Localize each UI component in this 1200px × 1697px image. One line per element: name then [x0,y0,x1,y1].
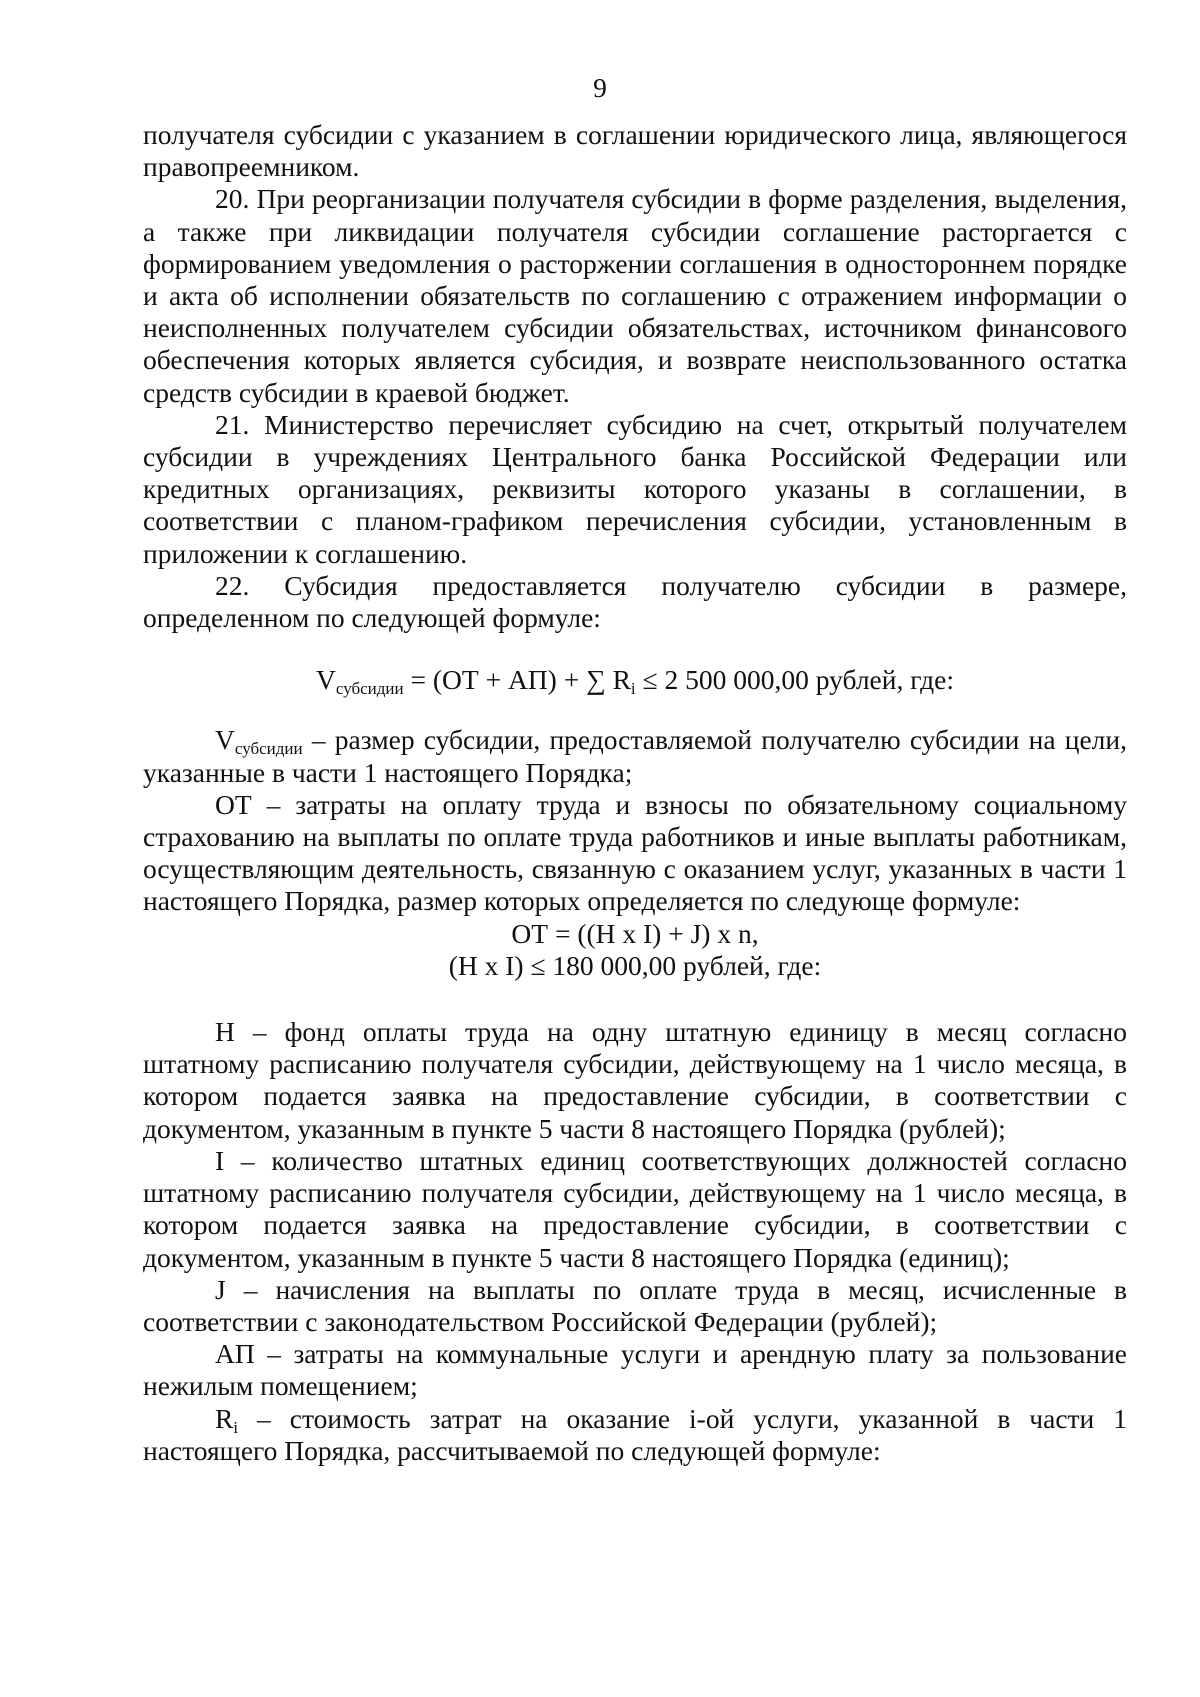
variable-j: J – начисления на выплаты по оплате труда в месяц, исчисленные в соответствии с законодательством Российской Федерации (рублей); [143,1273,1127,1337]
definition-v-subscript: субсидии [234,739,303,759]
formula-tail: ≤ 2 500 000,00 рублей, где: [635,664,954,696]
variable-r-text: – стоимость затрат на оказание i-ой услуги, указанной в части 1 настоящего Порядка, рассчитываемой по следующей формуле: [143,1402,1127,1466]
paragraph-20: 20. При реорганизации получателя субсидии в форме разделения, выделения, а также при ликвидации получателя субсидии соглашение расторгается с формированием уведомления о расторжении соглашения в одностороннем порядке и акта об исполнении обязательств по соглашению с отражением информации о неисполненных получателем субсидии обязательствах, источником финансового обеспечения которых является субсидия, и возврате неиспользованного остатка средств субсидии в краевой бюджет. [143,183,1127,408]
formula-i-subscript: i [630,679,636,699]
spacer [143,982,1127,1016]
variable-r-symbol: R [215,1402,234,1434]
definition-v [143,724,1127,788]
paragraph-continuation: получателя субсидии с указанием в соглашении юридического лица, являющегося правопреемником. [143,119,1127,183]
definition-v-text: – размер субсидии, предоставляемой получателю субсидии на цели, указанные в части 1 настоящего Порядка; [143,724,1127,788]
formula-subsidy [143,664,1127,699]
formula-v-subscript: субсидии [335,679,404,699]
page-number: 9 [593,72,607,103]
variable-i: I – количество штатных единиц соответствующих должностей согласно штатному расписанию получателя субсидии, действующему на 1 число месяца, в котором подается заявка на предоставление субсидии, в соответствии с документом, указанным в пункте 5 части 8 настоящего Порядка (единиц); [143,1144,1127,1273]
document-body [143,119,1127,1467]
variable-r [143,1403,1127,1467]
variable-h: H – фонд оплаты труда на одну штатную единицу в месяц согласно штатному расписанию получателя субсидии, действующему на 1 число месяца, в котором подается заявка на предоставление субсидии, в соответствии с документом, указанным в пункте 5 части 8 настоящего Порядка (рублей); [143,1016,1127,1144]
formula-ot-line-1: ОТ = ((H x I) + J) x n, [511,917,759,949]
definition-ot: ОТ – затраты на оплату труда и взносы по обязательному социальному страхованию на выплаты по оплате труда работников и иные выплаты работникам, осуществляющим деятельность, связанную с оказанием услуг, указанных в части 1 настоящего Порядка, размер которых определяется по следующе формуле: [143,788,1127,917]
formula-v: V [316,664,336,696]
variable-ap: АП – затраты на коммунальные услуги и арендную плату за пользование нежилым помещением; [143,1338,1127,1402]
variable-r-subscript: i [233,1417,239,1437]
formula-middle: = (ОТ + АП) + ∑ R [403,664,631,696]
formula-ot-line-2: (H x I) ≤ 180 000,00 рублей, где: [448,949,822,981]
paragraph-21: 21. Министерство перечисляет субсидию на счет, открытый получателем субсидии в учреждениях Центрального банка Российской Федерации или кредитных организациях, реквизиты которого указаны в соглашении, в соответствии с планом-графиком перечисления субсидии, установленным в приложении к соглашению. [143,408,1127,569]
definition-v-symbol: V [215,724,235,756]
paragraph-22: 22. Субсидия предоставляется получателю субсидии в размере, определенном по следующей формуле: [143,569,1127,634]
